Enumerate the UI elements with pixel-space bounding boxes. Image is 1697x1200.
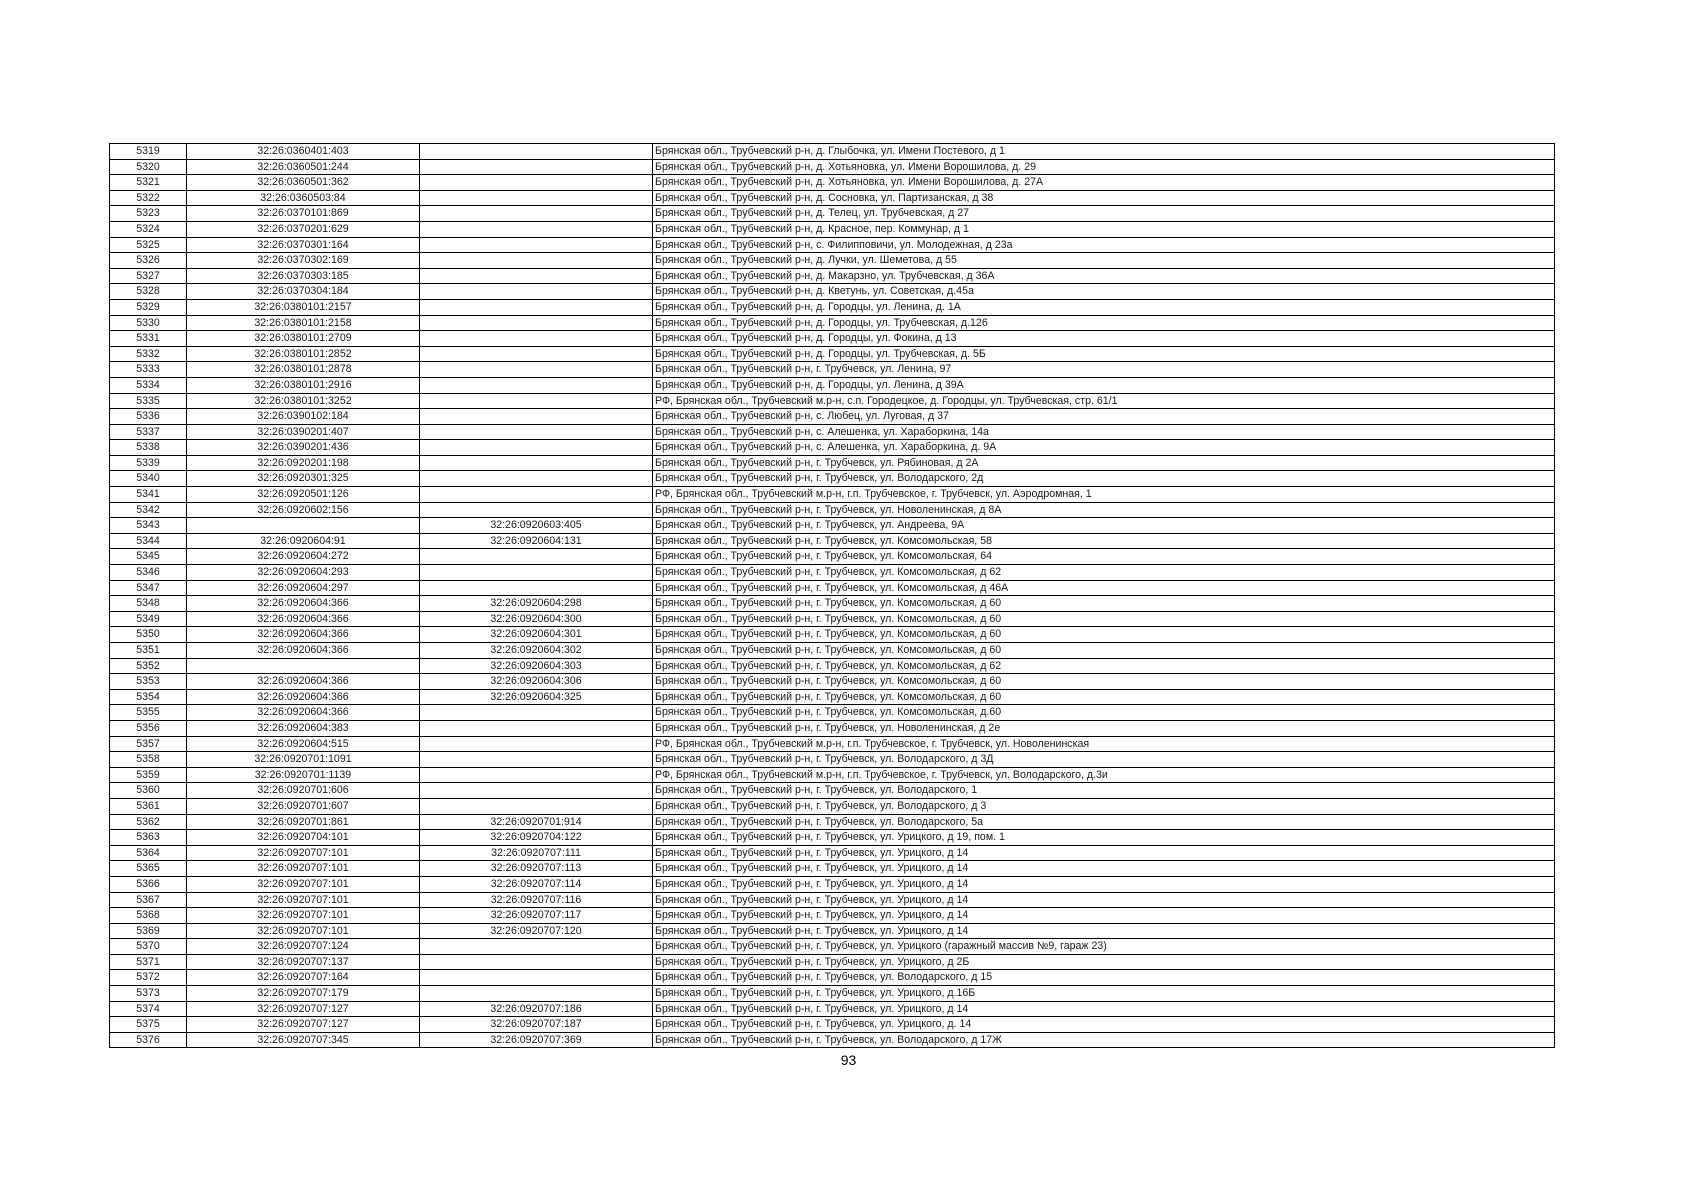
table-row (110, 627, 1555, 643)
related-cadastral-number-cell (420, 331, 653, 347)
cadastral-number-cell: 32:26:0920604:515 (187, 736, 420, 752)
row-number-cell: 5327 (110, 268, 187, 284)
related-cadastral-number-cell (420, 565, 653, 581)
cadastral-number-cell: 32:26:0920707:101 (187, 892, 420, 908)
cadastral-number-cell: 32:26:0920701:606 (187, 783, 420, 799)
related-cadastral-number-cell: 32:26:0920707:111 (420, 845, 653, 861)
related-cadastral-number-cell: 32:26:0920604:325 (420, 689, 653, 705)
table-row (110, 362, 1555, 378)
cadastral-number-cell: 32:26:0920701:607 (187, 798, 420, 814)
table-row (110, 206, 1555, 222)
row-number-cell: 5326 (110, 253, 187, 269)
address-cell: Брянская обл., Трубчевский р-н, д. Телец, ул. Трубчевская, д 27 (653, 206, 1555, 222)
address-cell: Брянская обл., Трубчевский р-н, г. Трубчевск, ул. Андреева, 9А (653, 518, 1555, 534)
cadastral-number-cell (187, 658, 420, 674)
cadastral-number-cell: 32:26:0920707:101 (187, 923, 420, 939)
cadastral-number-cell: 32:26:0920701:861 (187, 814, 420, 830)
row-number-cell: 5352 (110, 658, 187, 674)
cadastral-number-cell: 32:26:0920604:366 (187, 611, 420, 627)
row-number-cell: 5347 (110, 580, 187, 596)
table-row (110, 954, 1555, 970)
row-number-cell: 5323 (110, 206, 187, 222)
cadastral-number-cell: 32:26:0920707:101 (187, 845, 420, 861)
row-number-cell: 5375 (110, 1017, 187, 1033)
cadastral-number-cell: 32:26:0920604:293 (187, 565, 420, 581)
related-cadastral-number-cell: 32:26:0920604:298 (420, 596, 653, 612)
table-row (110, 190, 1555, 206)
table-row (110, 986, 1555, 1002)
table-row (110, 643, 1555, 659)
cadastral-number-cell: 32:26:0920604:366 (187, 705, 420, 721)
row-number-cell: 5348 (110, 596, 187, 612)
table-row (110, 720, 1555, 736)
row-number-cell: 5357 (110, 736, 187, 752)
cadastral-number-cell: 32:26:0360401:403 (187, 144, 420, 160)
table-row (110, 814, 1555, 830)
row-number-cell: 5371 (110, 954, 187, 970)
row-number-cell: 5319 (110, 144, 187, 160)
cadastral-number-cell: 32:26:0370201:629 (187, 221, 420, 237)
table-row (110, 253, 1555, 269)
table-row (110, 783, 1555, 799)
address-cell: Брянская обл., Трубчевский р-н, с. Алешенка, ул. Хараборкина, 14а (653, 424, 1555, 440)
cadastral-number-cell: 32:26:0390102:184 (187, 409, 420, 425)
related-cadastral-number-cell: 32:26:0920604:131 (420, 533, 653, 549)
row-number-cell: 5343 (110, 518, 187, 534)
row-number-cell: 5361 (110, 798, 187, 814)
related-cadastral-number-cell (420, 377, 653, 393)
row-number-cell: 5337 (110, 424, 187, 440)
address-cell: Брянская обл., Трубчевский р-н, д. Сосновка, ул. Партизанская, д 38 (653, 190, 1555, 206)
related-cadastral-number-cell: 32:26:0920701:914 (420, 814, 653, 830)
cadastral-number-cell: 32:26:0920602:156 (187, 502, 420, 518)
related-cadastral-number-cell (420, 455, 653, 471)
address-cell: Брянская обл., Трубчевский р-н, д. Лучки, ул. Шеметова, д 55 (653, 253, 1555, 269)
table-row (110, 221, 1555, 237)
related-cadastral-number-cell: 32:26:0920707:114 (420, 876, 653, 892)
cadastral-number-cell: 32:26:0920704:101 (187, 830, 420, 846)
cadastral-number-cell: 32:26:0920604:366 (187, 596, 420, 612)
related-cadastral-number-cell (420, 284, 653, 300)
row-number-cell: 5356 (110, 720, 187, 736)
related-cadastral-number-cell (420, 580, 653, 596)
table-row (110, 674, 1555, 690)
table-row (110, 565, 1555, 581)
row-number-cell: 5362 (110, 814, 187, 830)
related-cadastral-number-cell: 32:26:0920707:186 (420, 1001, 653, 1017)
table-row (110, 502, 1555, 518)
address-cell: РФ, Брянская обл., Трубчевский м.р-н, г.п. Трубчевское, г. Трубчевск, ул. Аэродромная, 1 (653, 487, 1555, 503)
related-cadastral-number-cell (420, 502, 653, 518)
address-cell: Брянская обл., Трубчевский р-н, г. Трубчевск, ул. Комсомольская, 58 (653, 533, 1555, 549)
row-number-cell: 5331 (110, 331, 187, 347)
related-cadastral-number-cell: 32:26:0920604:303 (420, 658, 653, 674)
cadastral-number-cell: 32:26:0920707:124 (187, 939, 420, 955)
related-cadastral-number-cell (420, 424, 653, 440)
cadastral-number-cell: 32:26:0360501:362 (187, 175, 420, 191)
table-row (110, 315, 1555, 331)
page-number: 93 (840, 1052, 857, 1068)
table-row (110, 705, 1555, 721)
table-row (110, 611, 1555, 627)
address-cell: РФ, Брянская обл., Трубчевский м.р-н, с.п. Городецкое, д. Городцы, ул. Трубчевская, стр. 61/1 (653, 393, 1555, 409)
cadastral-number-cell: 32:26:0380101:2852 (187, 346, 420, 362)
table-row (110, 689, 1555, 705)
address-cell: Брянская обл., Трубчевский р-н, д. Глыбочка, ул. Имени Постевого, д 1 (653, 144, 1555, 160)
cadastral-number-cell: 32:26:0920604:366 (187, 627, 420, 643)
cadastral-number-cell: 32:26:0380101:2878 (187, 362, 420, 378)
table-row (110, 1032, 1555, 1048)
row-number-cell: 5363 (110, 830, 187, 846)
related-cadastral-number-cell (420, 144, 653, 160)
address-cell: Брянская обл., Трубчевский р-н, г. Трубчевск, ул. Комсомольская, 64 (653, 549, 1555, 565)
related-cadastral-number-cell: 32:26:0920603:405 (420, 518, 653, 534)
row-number-cell: 5369 (110, 923, 187, 939)
row-number-cell: 5364 (110, 845, 187, 861)
related-cadastral-number-cell (420, 159, 653, 175)
cadastral-number-cell: 32:26:0920604:366 (187, 689, 420, 705)
row-number-cell: 5335 (110, 393, 187, 409)
cadastral-number-cell: 32:26:0390201:436 (187, 440, 420, 456)
cadastral-number-cell: 32:26:0380101:2709 (187, 331, 420, 347)
address-cell: Брянская обл., Трубчевский р-н, г. Трубчевск, ул. Урицкого, д 14 (653, 876, 1555, 892)
row-number-cell: 5373 (110, 986, 187, 1002)
table-row (110, 533, 1555, 549)
table-row (110, 268, 1555, 284)
related-cadastral-number-cell (420, 471, 653, 487)
address-cell: Брянская обл., Трубчевский р-н, г. Трубчевск, ул. Комсомольская, д 62 (653, 658, 1555, 674)
cadastral-number-cell: 32:26:0360501:244 (187, 159, 420, 175)
related-cadastral-number-cell (420, 206, 653, 222)
registry-table-body (110, 144, 1555, 1048)
row-number-cell: 5328 (110, 284, 187, 300)
table-row (110, 549, 1555, 565)
address-cell: Брянская обл., Трубчевский р-н, г. Трубчевск, ул. Комсомольская, д 60 (653, 596, 1555, 612)
related-cadastral-number-cell (420, 939, 653, 955)
related-cadastral-number-cell (420, 299, 653, 315)
table-row (110, 876, 1555, 892)
row-number-cell: 5351 (110, 643, 187, 659)
related-cadastral-number-cell: 32:26:0920704:122 (420, 830, 653, 846)
row-number-cell: 5370 (110, 939, 187, 955)
table-row (110, 845, 1555, 861)
table-row (110, 767, 1555, 783)
row-number-cell: 5372 (110, 970, 187, 986)
row-number-cell: 5367 (110, 892, 187, 908)
address-cell: Брянская обл., Трубчевский р-н, г. Трубчевск, ул. Володарского, 2д (653, 471, 1555, 487)
row-number-cell: 5320 (110, 159, 187, 175)
address-cell: Брянская обл., Трубчевский р-н, г. Трубчевск, ул. Володарского, д 15 (653, 970, 1555, 986)
table-row (110, 331, 1555, 347)
cadastral-number-cell: 32:26:0920707:345 (187, 1032, 420, 1048)
related-cadastral-number-cell (420, 798, 653, 814)
row-number-cell: 5344 (110, 533, 187, 549)
related-cadastral-number-cell (420, 752, 653, 768)
address-cell: Брянская обл., Трубчевский р-н, г. Трубчевск, ул. Володарского, д 3 (653, 798, 1555, 814)
related-cadastral-number-cell (420, 736, 653, 752)
cadastral-number-cell: 32:26:0380101:3252 (187, 393, 420, 409)
row-number-cell: 5358 (110, 752, 187, 768)
cadastral-number-cell: 32:26:0920707:127 (187, 1017, 420, 1033)
related-cadastral-number-cell (420, 190, 653, 206)
table-row (110, 596, 1555, 612)
cadastral-number-cell: 32:26:0920701:1091 (187, 752, 420, 768)
related-cadastral-number-cell: 32:26:0920707:116 (420, 892, 653, 908)
address-cell: Брянская обл., Трубчевский р-н, г. Трубчевск, ул. Урицкого, д 14 (653, 845, 1555, 861)
cadastral-number-cell: 32:26:0920707:101 (187, 876, 420, 892)
row-number-cell: 5368 (110, 908, 187, 924)
related-cadastral-number-cell (420, 175, 653, 191)
row-number-cell: 5355 (110, 705, 187, 721)
table-row (110, 377, 1555, 393)
address-cell: Брянская обл., Трубчевский р-н, г. Трубчевск, ул. Урицкого, д. 14 (653, 1017, 1555, 1033)
related-cadastral-number-cell (420, 720, 653, 736)
address-cell: Брянская обл., Трубчевский р-н, г. Трубчевск, ул. Володарского, д 3Д (653, 752, 1555, 768)
address-cell: Брянская обл., Трубчевский р-н, д. Красное, пер. Коммунар, д 1 (653, 221, 1555, 237)
address-cell: Брянская обл., Трубчевский р-н, с. Любец, ул. Луговая, д 37 (653, 409, 1555, 425)
table-row (110, 970, 1555, 986)
address-cell: Брянская обл., Трубчевский р-н, д. Городцы, ул. Ленина, д 39А (653, 377, 1555, 393)
related-cadastral-number-cell: 32:26:0920707:113 (420, 861, 653, 877)
table-row (110, 1001, 1555, 1017)
address-cell: Брянская обл., Трубчевский р-н, г. Трубчевск, ул. Урицкого, д.16Б (653, 986, 1555, 1002)
cadastral-number-cell (187, 518, 420, 534)
table-row (110, 144, 1555, 160)
cadastral-number-cell: 32:26:0370304:184 (187, 284, 420, 300)
related-cadastral-number-cell: 32:26:0920604:302 (420, 643, 653, 659)
address-cell: Брянская обл., Трубчевский р-н, д. Городцы, ул. Трубчевская, д. 5Б (653, 346, 1555, 362)
cadastral-number-cell: 32:26:0920604:366 (187, 643, 420, 659)
table-row (110, 580, 1555, 596)
row-number-cell: 5350 (110, 627, 187, 643)
table-row (110, 658, 1555, 674)
related-cadastral-number-cell: 32:26:0920707:117 (420, 908, 653, 924)
table-row (110, 424, 1555, 440)
related-cadastral-number-cell (420, 393, 653, 409)
table-row (110, 1017, 1555, 1033)
row-number-cell: 5329 (110, 299, 187, 315)
related-cadastral-number-cell: 32:26:0920604:300 (420, 611, 653, 627)
related-cadastral-number-cell (420, 253, 653, 269)
address-cell: Брянская обл., Трубчевский р-н, г. Трубчевск, ул. Урицкого, д 19, пом. 1 (653, 830, 1555, 846)
address-cell: Брянская обл., Трубчевский р-н, г. Трубчевск, ул. Урицкого, д 2Б (653, 954, 1555, 970)
cadastral-number-cell: 32:26:0380101:2158 (187, 315, 420, 331)
row-number-cell: 5339 (110, 455, 187, 471)
related-cadastral-number-cell (420, 346, 653, 362)
table-row (110, 908, 1555, 924)
row-number-cell: 5330 (110, 315, 187, 331)
row-number-cell: 5341 (110, 487, 187, 503)
related-cadastral-number-cell: 32:26:0920604:301 (420, 627, 653, 643)
address-cell: Брянская обл., Трубчевский р-н, г. Трубчевск, ул. Комсомольская, д 60 (653, 627, 1555, 643)
related-cadastral-number-cell (420, 954, 653, 970)
cadastral-number-cell: 32:26:0370301:164 (187, 237, 420, 253)
cadastral-number-cell: 32:26:0360503:84 (187, 190, 420, 206)
address-cell: Брянская обл., Трубчевский р-н, д. Городцы, ул. Фокина, д 13 (653, 331, 1555, 347)
row-number-cell: 5332 (110, 346, 187, 362)
cadastral-number-cell: 32:26:0920301:325 (187, 471, 420, 487)
table-row (110, 284, 1555, 300)
related-cadastral-number-cell (420, 705, 653, 721)
cadastral-number-cell: 32:26:0370303:185 (187, 268, 420, 284)
table-row (110, 471, 1555, 487)
cadastral-number-cell: 32:26:0920707:137 (187, 954, 420, 970)
related-cadastral-number-cell (420, 315, 653, 331)
address-cell: Брянская обл., Трубчевский р-н, д. Хотьяновка, ул. Имени Ворошилова, д. 29 (653, 159, 1555, 175)
cadastral-number-cell: 32:26:0920501:126 (187, 487, 420, 503)
row-number-cell: 5376 (110, 1032, 187, 1048)
row-number-cell: 5345 (110, 549, 187, 565)
row-number-cell: 5336 (110, 409, 187, 425)
address-cell: Брянская обл., Трубчевский р-н, г. Трубчевск, ул. Урицкого, д 14 (653, 908, 1555, 924)
related-cadastral-number-cell (420, 237, 653, 253)
related-cadastral-number-cell (420, 268, 653, 284)
cadastral-number-cell: 32:26:0920707:179 (187, 986, 420, 1002)
row-number-cell: 5353 (110, 674, 187, 690)
related-cadastral-number-cell (420, 783, 653, 799)
table-row (110, 299, 1555, 315)
address-cell: Брянская обл., Трубчевский р-н, г. Трубчевск, ул. Рябиновая, д 2А (653, 455, 1555, 471)
address-cell: Брянская обл., Трубчевский р-н, с. Филипповичи, ул. Молодежная, д 23а (653, 237, 1555, 253)
address-cell: РФ, Брянская обл., Трубчевский м.р-н, г.п. Трубчевское, г. Трубчевск, ул. Володарского, д.3и (653, 767, 1555, 783)
table-row (110, 440, 1555, 456)
table-row (110, 159, 1555, 175)
address-cell: Брянская обл., Трубчевский р-н, г. Трубчевск, ул. Комсомольская, д 46А (653, 580, 1555, 596)
row-number-cell: 5321 (110, 175, 187, 191)
table-row (110, 237, 1555, 253)
address-cell: Брянская обл., Трубчевский р-н, г. Трубчевск, ул. Урицкого, д 14 (653, 861, 1555, 877)
row-number-cell: 5325 (110, 237, 187, 253)
cadastral-number-cell: 32:26:0380101:2157 (187, 299, 420, 315)
related-cadastral-number-cell (420, 440, 653, 456)
row-number-cell: 5360 (110, 783, 187, 799)
cadastral-number-cell: 32:26:0920707:127 (187, 1001, 420, 1017)
table-row (110, 892, 1555, 908)
address-cell: Брянская обл., Трубчевский р-н, д. Хотьяновка, ул. Имени Ворошилова, д. 27А (653, 175, 1555, 191)
cadastral-number-cell: 32:26:0920604:91 (187, 533, 420, 549)
related-cadastral-number-cell: 32:26:0920604:306 (420, 674, 653, 690)
address-cell: Брянская обл., Трубчевский р-н, г. Трубчевск, ул. Урицкого, д 14 (653, 1001, 1555, 1017)
table-row (110, 861, 1555, 877)
row-number-cell: 5333 (110, 362, 187, 378)
table-row (110, 752, 1555, 768)
row-number-cell: 5349 (110, 611, 187, 627)
table-row (110, 393, 1555, 409)
row-number-cell: 5322 (110, 190, 187, 206)
related-cadastral-number-cell (420, 362, 653, 378)
address-cell: Брянская обл., Трубчевский р-н, г. Трубчевск, ул. Комсомольская, д 60 (653, 643, 1555, 659)
table-row (110, 736, 1555, 752)
address-cell: Брянская обл., Трубчевский р-н, г. Трубчевск, ул. Комсомольская, д 62 (653, 565, 1555, 581)
address-cell: Брянская обл., Трубчевский р-н, г. Трубчевск, ул. Урицкого, д 14 (653, 923, 1555, 939)
row-number-cell: 5354 (110, 689, 187, 705)
cadastral-number-cell: 32:26:0370302:169 (187, 253, 420, 269)
row-number-cell: 5366 (110, 876, 187, 892)
row-number-cell: 5346 (110, 565, 187, 581)
address-cell: Брянская обл., Трубчевский р-н, г. Трубчевск, ул. Ленина, 97 (653, 362, 1555, 378)
address-cell: Брянская обл., Трубчевский р-н, г. Трубчевск, ул. Урицкого (гаражный массив №9, гараж 23) (653, 939, 1555, 955)
row-number-cell: 5359 (110, 767, 187, 783)
row-number-cell: 5324 (110, 221, 187, 237)
cadastral-number-cell: 32:26:0920201:198 (187, 455, 420, 471)
address-cell: Брянская обл., Трубчевский р-н, г. Трубчевск, ул. Урицкого, д 14 (653, 892, 1555, 908)
row-number-cell: 5334 (110, 377, 187, 393)
table-row (110, 923, 1555, 939)
address-cell: Брянская обл., Трубчевский р-н, д. Макарзно, ул. Трубчевская, д 36А (653, 268, 1555, 284)
row-number-cell: 5342 (110, 502, 187, 518)
row-number-cell: 5374 (110, 1001, 187, 1017)
related-cadastral-number-cell (420, 221, 653, 237)
table-row (110, 939, 1555, 955)
row-number-cell: 5365 (110, 861, 187, 877)
table-row (110, 175, 1555, 191)
address-cell: Брянская обл., Трубчевский р-н, г. Трубчевск, ул. Володарского, 1 (653, 783, 1555, 799)
table-row (110, 830, 1555, 846)
address-cell: Брянская обл., Трубчевский р-н, г. Трубчевск, ул. Комсомольская, д.60 (653, 705, 1555, 721)
address-cell: РФ, Брянская обл., Трубчевский м.р-н, г.п. Трубчевское, г. Трубчевск, ул. Новоленинская (653, 736, 1555, 752)
related-cadastral-number-cell (420, 487, 653, 503)
cadastral-number-cell: 32:26:0920604:297 (187, 580, 420, 596)
table-row (110, 409, 1555, 425)
address-cell: Брянская обл., Трубчевский р-н, г. Трубчевск, ул. Володарского, 5а (653, 814, 1555, 830)
related-cadastral-number-cell (420, 549, 653, 565)
address-cell: Брянская обл., Трубчевский р-н, г. Трубчевск, ул. Новоленинская, д 2е (653, 720, 1555, 736)
table-row (110, 798, 1555, 814)
cadastral-number-cell: 32:26:0380101:2916 (187, 377, 420, 393)
cadastral-number-cell: 32:26:0390201:407 (187, 424, 420, 440)
related-cadastral-number-cell (420, 409, 653, 425)
address-cell: Брянская обл., Трубчевский р-н, д. Кветунь, ул. Советская, д.45а (653, 284, 1555, 300)
table-row (110, 487, 1555, 503)
related-cadastral-number-cell (420, 970, 653, 986)
related-cadastral-number-cell: 32:26:0920707:187 (420, 1017, 653, 1033)
related-cadastral-number-cell: 32:26:0920707:369 (420, 1032, 653, 1048)
table-row (110, 518, 1555, 534)
related-cadastral-number-cell: 32:26:0920707:120 (420, 923, 653, 939)
cadastral-number-cell: 32:26:0920604:272 (187, 549, 420, 565)
cadastral-number-cell: 32:26:0920604:383 (187, 720, 420, 736)
related-cadastral-number-cell (420, 767, 653, 783)
cadastral-number-cell: 32:26:0920707:164 (187, 970, 420, 986)
address-cell: Брянская обл., Трубчевский р-н, г. Трубчевск, ул. Комсомольская, д 60 (653, 611, 1555, 627)
address-cell: Брянская обл., Трубчевский р-н, д. Городцы, ул. Трубчевская, д.126 (653, 315, 1555, 331)
cadastral-number-cell: 32:26:0370101:869 (187, 206, 420, 222)
address-cell: Брянская обл., Трубчевский р-н, г. Трубчевск, ул. Новоленинская, д 8А (653, 502, 1555, 518)
table-row (110, 455, 1555, 471)
related-cadastral-number-cell (420, 986, 653, 1002)
cadastral-number-cell: 32:26:0920707:101 (187, 908, 420, 924)
address-cell: Брянская обл., Трубчевский р-н, д. Городцы, ул. Ленина, д. 1А (653, 299, 1555, 315)
cadastral-number-cell: 32:26:0920701:1139 (187, 767, 420, 783)
registry-table (109, 143, 1555, 1048)
row-number-cell: 5338 (110, 440, 187, 456)
table-row (110, 346, 1555, 362)
row-number-cell: 5340 (110, 471, 187, 487)
address-cell: Брянская обл., Трубчевский р-н, г. Трубчевск, ул. Комсомольская, д 60 (653, 689, 1555, 705)
address-cell: Брянская обл., Трубчевский р-н, г. Трубчевск, ул. Володарского, д 17Ж (653, 1032, 1555, 1048)
cadastral-number-cell: 32:26:0920707:101 (187, 861, 420, 877)
address-cell: Брянская обл., Трубчевский р-н, г. Трубчевск, ул. Комсомольская, д 60 (653, 674, 1555, 690)
cadastral-number-cell: 32:26:0920604:366 (187, 674, 420, 690)
address-cell: Брянская обл., Трубчевский р-н, с. Алешенка, ул. Хараборкина, д. 9А (653, 440, 1555, 456)
